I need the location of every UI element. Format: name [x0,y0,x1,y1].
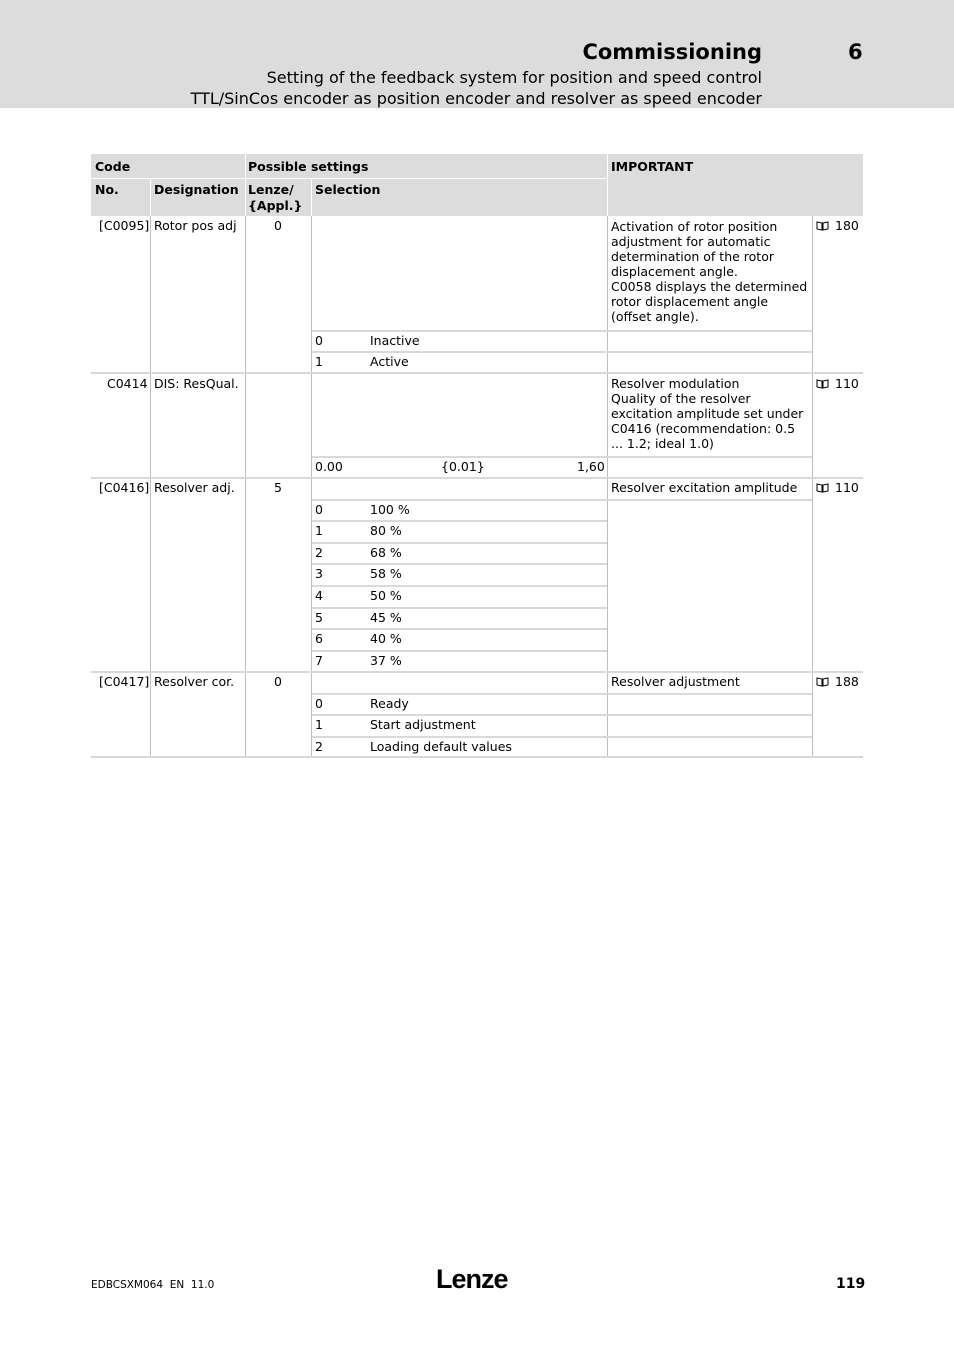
book-icon [816,677,829,687]
code-number: C0414 [107,376,148,391]
page-reference: 188 [835,674,859,689]
page-reference: 110 [835,480,859,495]
column-line [812,216,813,757]
logo-text: Lenze [436,1264,508,1294]
header-possible-settings: Possible settings [248,159,369,174]
row-divider [312,520,607,522]
row-divider [312,542,607,544]
header-divider [91,178,607,179]
header-code: Code [95,159,131,174]
row-divider [312,456,812,458]
option-label: 80 % [370,523,402,538]
row-divider [312,585,607,587]
header-designation: Designation [154,182,239,197]
row-divider [312,351,812,353]
column-line [311,216,312,757]
range-step: {0.01} [441,459,485,474]
row-separator [91,372,863,374]
option-value: 1 [315,523,323,538]
range-min: 0.00 [315,459,343,474]
header-selection: Selection [315,182,381,197]
option-label: 45 % [370,610,402,625]
header-divider [245,154,246,216]
header-no: No. [95,182,119,197]
option-value: 5 [315,610,323,625]
option-label: 68 % [370,545,402,560]
range-max: 1,60 [577,459,605,474]
option-label: Start adjustment [370,717,476,732]
row-divider [312,607,607,609]
option-value: 4 [315,588,323,603]
option-label: Inactive [370,333,420,348]
section-subtitle: Setting of the feedback system for position and speed control [266,68,762,87]
book-icon [816,379,829,389]
lenze-default: 0 [274,218,282,233]
doc-language: EN [169,1279,185,1291]
document-id [91,1279,214,1291]
option-label: 50 % [370,588,402,603]
book-icon [816,221,829,231]
code-designation: DIS: ResQual. [154,376,239,391]
option-label: 100 % [370,502,410,517]
important-text: Resolver modulation Quality of the resolver excitation amplitude set under C0416 (recommendation: 0.5 ... 1.2; ideal 1.0) [611,376,804,451]
row-divider [312,736,812,738]
code-number: [C0417] [99,674,150,689]
row-divider [312,330,812,332]
important-text: Resolver adjustment [611,674,740,689]
option-value: 0 [315,333,323,348]
chapter-title: Commissioning [582,40,762,64]
important-text: Activation of rotor position adjustment for automatic determination of the rotor displacement angle. C0058 displays the determined rotor displacement angle (offset angle). [611,219,808,324]
option-value: 1 [315,354,323,369]
row-separator [91,477,863,479]
row-divider [312,650,607,652]
code-designation: Rotor pos adj [154,218,237,233]
code-number: [C0416] [99,480,150,495]
lenze-default: 5 [274,480,282,495]
option-value: 7 [315,653,323,668]
header-important: IMPORTANT [611,159,694,174]
code-designation: Resolver cor. [154,674,235,689]
lenze-default: 0 [274,674,282,689]
book-icon [816,483,829,493]
page-reference: 180 [835,218,859,233]
column-line [607,216,608,757]
row-divider [312,628,607,630]
column-line [245,216,246,757]
row-divider [312,499,812,501]
row-divider [312,563,607,565]
header-appl: {Appl.} [248,198,303,213]
page-reference: 110 [835,376,859,391]
page-number: 119 [836,1276,866,1292]
row-divider [312,714,812,716]
code-designation: Resolver adj. [154,480,235,495]
code-number: [C0095] [99,218,150,233]
row-separator [91,671,863,673]
option-value: 3 [315,566,323,581]
option-label: Ready [370,696,409,711]
chapter-number: 6 [848,40,863,64]
section-subtitle-2: TTL/SinCos encoder as position encoder and resolver as speed encoder [190,89,762,108]
header-divider [607,154,608,216]
table-bottom-line [91,756,863,758]
option-label: Loading default values [370,739,512,754]
lenze-logo [436,1264,514,1294]
doc-code: EDBCSXM064 [91,1279,164,1291]
option-value: 0 [315,696,323,711]
column-line [150,216,151,757]
option-label: 37 % [370,653,402,668]
doc-version: 11.0 [190,1279,215,1291]
row-divider [312,693,812,695]
option-value: 0 [315,502,323,517]
header-divider [150,179,151,216]
option-label: Active [370,354,409,369]
option-label: 58 % [370,566,402,581]
option-value: 6 [315,631,323,646]
option-value: 1 [315,717,323,732]
important-text: Resolver excitation amplitude [611,480,798,495]
option-label: 40 % [370,631,402,646]
header-lenze: Lenze/ [248,182,294,197]
option-value: 2 [315,545,323,560]
header-divider [311,179,312,216]
option-value: 2 [315,739,323,754]
